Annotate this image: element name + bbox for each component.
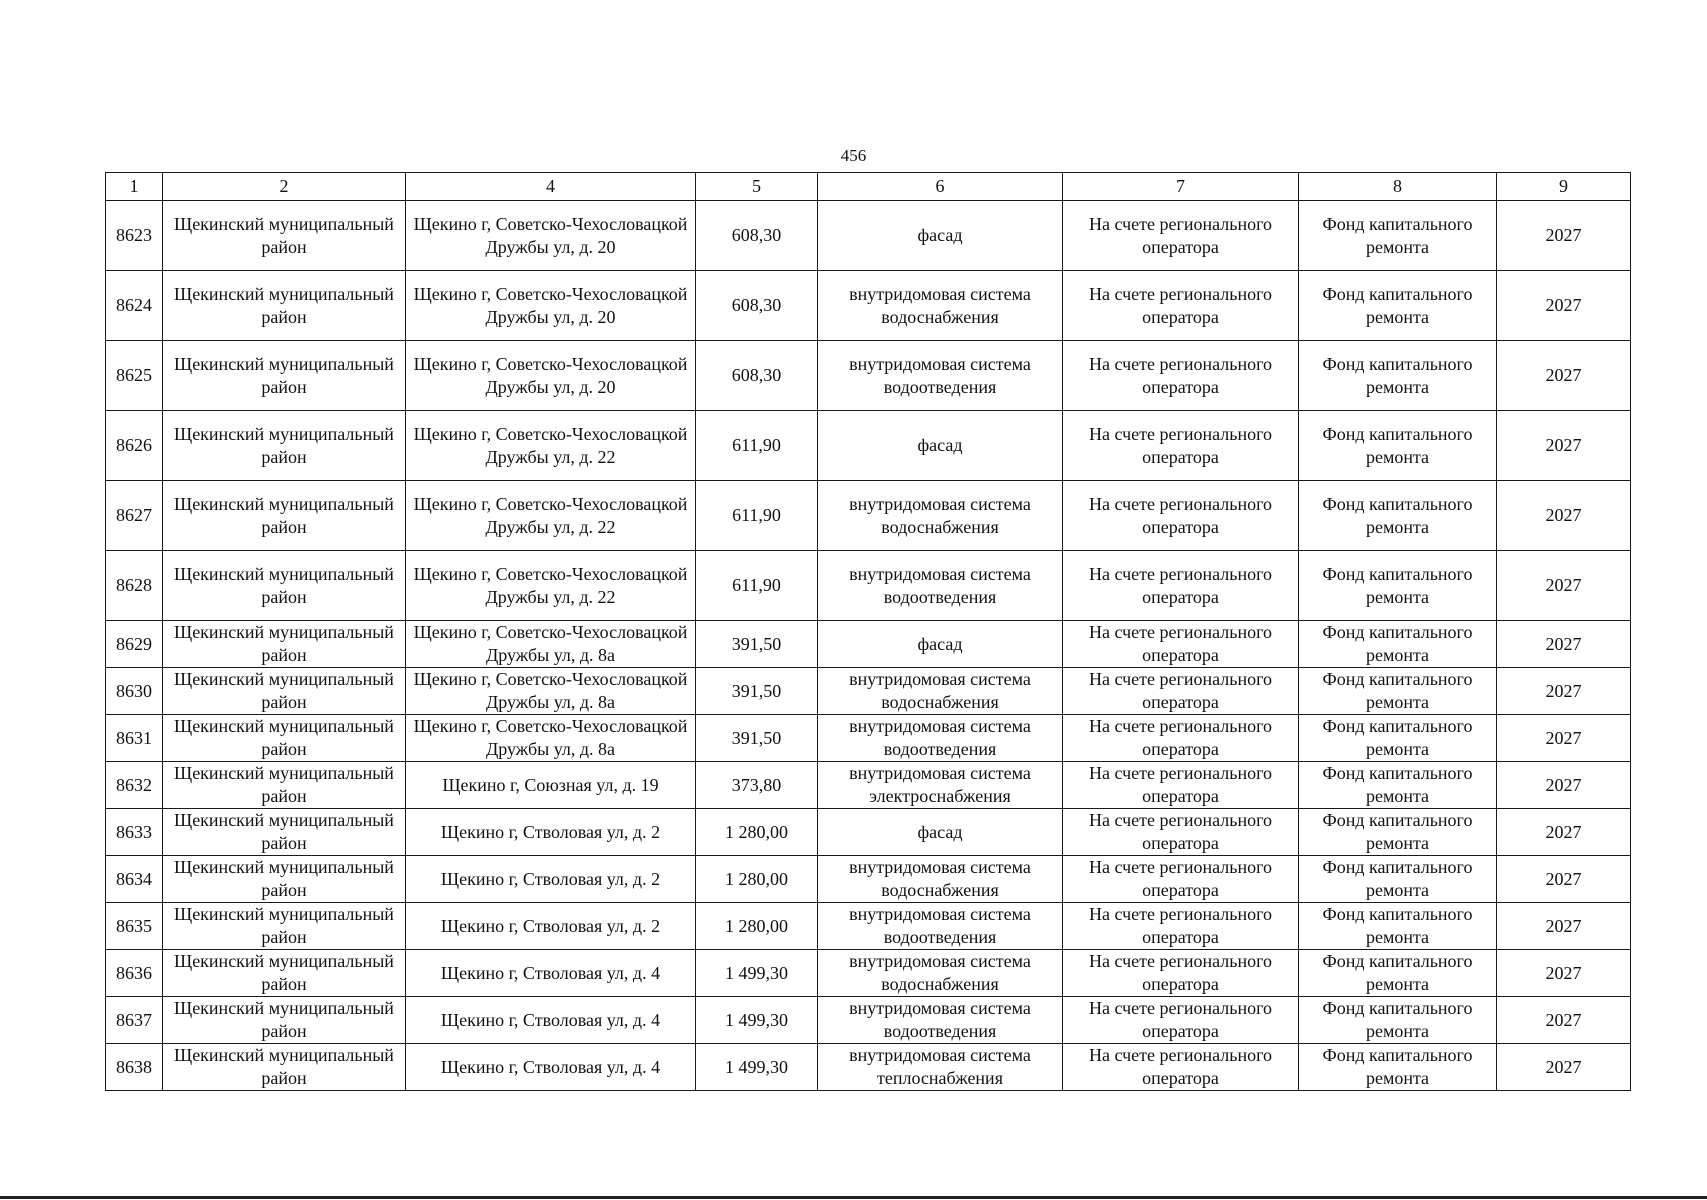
year-cell: 2027	[1497, 341, 1631, 411]
account-cell: На счете регионального оператора	[1063, 481, 1299, 551]
area-cell: 391,50	[696, 668, 818, 715]
address-cell: Щекино г, Советско-Чехословацкой Дружбы ул, д. 8а	[406, 668, 696, 715]
district-cell: Щекинский муниципальный район	[163, 551, 406, 621]
account-cell: На счете регионального оператора	[1063, 997, 1299, 1044]
table-row	[106, 809, 1631, 856]
district-cell: Щекинский муниципальный район	[163, 411, 406, 481]
district-cell: Щекинский муниципальный район	[163, 809, 406, 856]
funding-source-cell: Фонд капитального ремонта	[1299, 762, 1497, 809]
year-cell: 2027	[1497, 903, 1631, 950]
capital-repair-table	[105, 172, 1631, 1091]
column-header: 1	[106, 173, 163, 201]
page-number: 456	[840, 146, 867, 165]
account-cell: На счете регионального оператора	[1063, 411, 1299, 481]
work-type-cell: фасад	[818, 201, 1063, 271]
work-type-cell: фасад	[818, 621, 1063, 668]
work-type-cell: внутридомовая система водоснабжения	[818, 950, 1063, 997]
row-number-cell: 8630	[106, 668, 163, 715]
district-cell: Щекинский муниципальный район	[163, 903, 406, 950]
district-cell: Щекинский муниципальный район	[163, 950, 406, 997]
address-cell: Щекино г, Советско-Чехословацкой Дружбы ул, д. 8а	[406, 715, 696, 762]
table-row	[106, 903, 1631, 950]
table-row	[106, 341, 1631, 411]
funding-source-cell: Фонд капитального ремонта	[1299, 621, 1497, 668]
funding-source-cell: Фонд капитального ремонта	[1299, 715, 1497, 762]
district-cell: Щекинский муниципальный район	[163, 481, 406, 551]
year-cell: 2027	[1497, 668, 1631, 715]
table-body	[106, 201, 1631, 1091]
work-type-cell: внутридомовая система водоотведения	[818, 903, 1063, 950]
funding-source-cell: Фонд капитального ремонта	[1299, 809, 1497, 856]
row-number-cell: 8626	[106, 411, 163, 481]
address-cell: Щекино г, Советско-Чехословацкой Дружбы ул, д. 20	[406, 201, 696, 271]
year-cell: 2027	[1497, 481, 1631, 551]
header-row	[106, 173, 1631, 201]
row-number-cell: 8628	[106, 551, 163, 621]
row-number-cell: 8636	[106, 950, 163, 997]
funding-source-cell: Фонд капитального ремонта	[1299, 997, 1497, 1044]
funding-source-cell: Фонд капитального ремонта	[1299, 668, 1497, 715]
area-cell: 608,30	[696, 201, 818, 271]
column-header: 5	[696, 173, 818, 201]
district-cell: Щекинский муниципальный район	[163, 668, 406, 715]
account-cell: На счете регионального оператора	[1063, 551, 1299, 621]
column-header: 9	[1497, 173, 1631, 201]
account-cell: На счете регионального оператора	[1063, 341, 1299, 411]
funding-source-cell: Фонд капитального ремонта	[1299, 201, 1497, 271]
address-cell: Щекино г, Советско-Чехословацкой Дружбы ул, д. 22	[406, 551, 696, 621]
area-cell: 611,90	[696, 411, 818, 481]
funding-source-cell: Фонд капитального ремонта	[1299, 551, 1497, 621]
row-number-cell: 8627	[106, 481, 163, 551]
area-cell: 373,80	[696, 762, 818, 809]
funding-source-cell: Фонд капитального ремонта	[1299, 481, 1497, 551]
table-row	[106, 715, 1631, 762]
address-cell: Щекино г, Стволовая ул, д. 2	[406, 856, 696, 903]
address-cell: Щекино г, Стволовая ул, д. 4	[406, 997, 696, 1044]
row-number-cell: 8638	[106, 1044, 163, 1091]
column-header: 7	[1063, 173, 1299, 201]
account-cell: На счете регионального оператора	[1063, 950, 1299, 997]
row-number-cell: 8631	[106, 715, 163, 762]
account-cell: На счете регионального оператора	[1063, 903, 1299, 950]
table-row	[106, 411, 1631, 481]
row-number-cell: 8624	[106, 271, 163, 341]
address-cell: Щекино г, Стволовая ул, д. 4	[406, 950, 696, 997]
year-cell: 2027	[1497, 201, 1631, 271]
address-cell: Щекино г, Стволовая ул, д. 4	[406, 1044, 696, 1091]
work-type-cell: фасад	[818, 411, 1063, 481]
funding-source-cell: Фонд капитального ремонта	[1299, 411, 1497, 481]
year-cell: 2027	[1497, 809, 1631, 856]
area-cell: 611,90	[696, 481, 818, 551]
district-cell: Щекинский муниципальный район	[163, 715, 406, 762]
row-number-cell: 8623	[106, 201, 163, 271]
work-type-cell: внутридомовая система водоотведения	[818, 997, 1063, 1044]
account-cell: На счете регионального оператора	[1063, 1044, 1299, 1091]
work-type-cell: внутридомовая система водоснабжения	[818, 481, 1063, 551]
work-type-cell: фасад	[818, 809, 1063, 856]
year-cell: 2027	[1497, 621, 1631, 668]
area-cell: 391,50	[696, 715, 818, 762]
funding-source-cell: Фонд капитального ремонта	[1299, 950, 1497, 997]
district-cell: Щекинский муниципальный район	[163, 997, 406, 1044]
address-cell: Щекино г, Советско-Чехословацкой Дружбы ул, д. 20	[406, 271, 696, 341]
account-cell: На счете регионального оператора	[1063, 762, 1299, 809]
work-type-cell: внутридомовая система электроснабжения	[818, 762, 1063, 809]
district-cell: Щекинский муниципальный район	[163, 856, 406, 903]
work-type-cell: внутридомовая система водоснабжения	[818, 856, 1063, 903]
address-cell: Щекино г, Стволовая ул, д. 2	[406, 809, 696, 856]
area-cell: 391,50	[696, 621, 818, 668]
area-cell: 608,30	[696, 341, 818, 411]
year-cell: 2027	[1497, 271, 1631, 341]
table-row	[106, 621, 1631, 668]
year-cell: 2027	[1497, 411, 1631, 481]
column-header: 8	[1299, 173, 1497, 201]
table-row	[106, 950, 1631, 997]
area-cell: 611,90	[696, 551, 818, 621]
account-cell: На счете регионального оператора	[1063, 271, 1299, 341]
work-type-cell: внутридомовая система водоотведения	[818, 341, 1063, 411]
table-row	[106, 856, 1631, 903]
account-cell: На счете регионального оператора	[1063, 715, 1299, 762]
funding-source-cell: Фонд капитального ремонта	[1299, 903, 1497, 950]
row-number-cell: 8635	[106, 903, 163, 950]
work-type-cell: внутридомовая система водоотведения	[818, 715, 1063, 762]
work-type-cell: внутридомовая система водоотведения	[818, 551, 1063, 621]
district-cell: Щекинский муниципальный район	[163, 271, 406, 341]
funding-source-cell: Фонд капитального ремонта	[1299, 856, 1497, 903]
district-cell: Щекинский муниципальный район	[163, 621, 406, 668]
year-cell: 2027	[1497, 856, 1631, 903]
table-row	[106, 271, 1631, 341]
funding-source-cell: Фонд капитального ремонта	[1299, 271, 1497, 341]
table-row	[106, 481, 1631, 551]
work-type-cell: внутридомовая система водоснабжения	[818, 271, 1063, 341]
area-cell: 1 280,00	[696, 856, 818, 903]
column-header: 2	[163, 173, 406, 201]
district-cell: Щекинский муниципальный район	[163, 341, 406, 411]
year-cell: 2027	[1497, 551, 1631, 621]
table-row	[106, 668, 1631, 715]
district-cell: Щекинский муниципальный район	[163, 201, 406, 271]
work-type-cell: внутридомовая система теплоснабжения	[818, 1044, 1063, 1091]
year-cell: 2027	[1497, 762, 1631, 809]
row-number-cell: 8637	[106, 997, 163, 1044]
table-row	[106, 762, 1631, 809]
table-row	[106, 997, 1631, 1044]
address-cell: Щекино г, Советско-Чехословацкой Дружбы ул, д. 22	[406, 411, 696, 481]
funding-source-cell: Фонд капитального ремонта	[1299, 341, 1497, 411]
area-cell: 1 280,00	[696, 903, 818, 950]
row-number-cell: 8625	[106, 341, 163, 411]
year-cell: 2027	[1497, 1044, 1631, 1091]
address-cell: Щекино г, Советско-Чехословацкой Дружбы ул, д. 22	[406, 481, 696, 551]
area-cell: 1 280,00	[696, 809, 818, 856]
area-cell: 1 499,30	[696, 997, 818, 1044]
area-cell: 1 499,30	[696, 1044, 818, 1091]
district-cell: Щекинский муниципальный район	[163, 762, 406, 809]
work-type-cell: внутридомовая система водоснабжения	[818, 668, 1063, 715]
address-cell: Щекино г, Союзная ул, д. 19	[406, 762, 696, 809]
area-cell: 608,30	[696, 271, 818, 341]
district-cell: Щекинский муниципальный район	[163, 1044, 406, 1091]
table-row	[106, 1044, 1631, 1091]
address-cell: Щекино г, Советско-Чехословацкой Дружбы ул, д. 8а	[406, 621, 696, 668]
account-cell: На счете регионального оператора	[1063, 201, 1299, 271]
table-row	[106, 551, 1631, 621]
column-header: 4	[406, 173, 696, 201]
account-cell: На счете регионального оператора	[1063, 668, 1299, 715]
table-row	[106, 201, 1631, 271]
address-cell: Щекино г, Стволовая ул, д. 2	[406, 903, 696, 950]
area-cell: 1 499,30	[696, 950, 818, 997]
year-cell: 2027	[1497, 950, 1631, 997]
account-cell: На счете регионального оператора	[1063, 856, 1299, 903]
row-number-cell: 8633	[106, 809, 163, 856]
scan-edge-line	[0, 1196, 1707, 1199]
row-number-cell: 8629	[106, 621, 163, 668]
funding-source-cell: Фонд капитального ремонта	[1299, 1044, 1497, 1091]
account-cell: На счете регионального оператора	[1063, 809, 1299, 856]
year-cell: 2027	[1497, 715, 1631, 762]
address-cell: Щекино г, Советско-Чехословацкой Дружбы ул, д. 20	[406, 341, 696, 411]
account-cell: На счете регионального оператора	[1063, 621, 1299, 668]
column-header: 6	[818, 173, 1063, 201]
row-number-cell: 8632	[106, 762, 163, 809]
year-cell: 2027	[1497, 997, 1631, 1044]
row-number-cell: 8634	[106, 856, 163, 903]
